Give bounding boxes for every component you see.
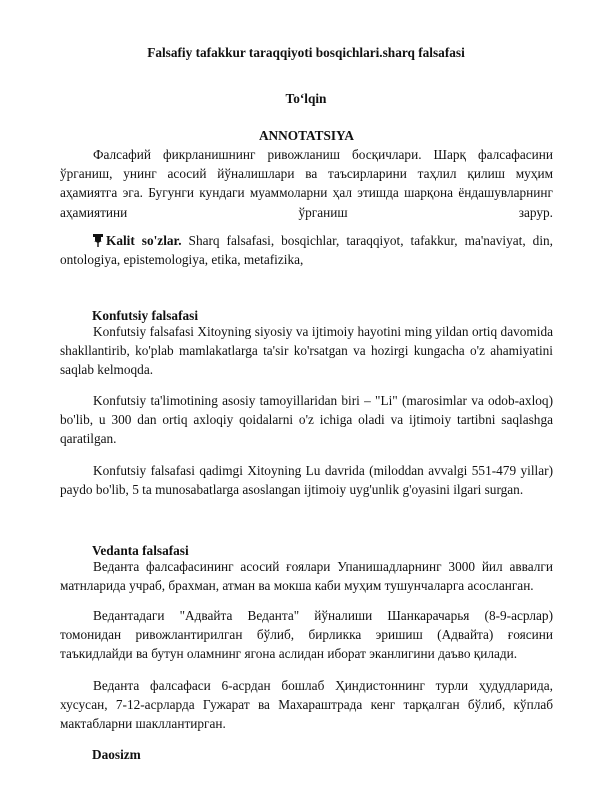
vedanta-paragraph-1: Веданта фалсафасининг асосий ғоялари Упанишадларнинг 3000 йил аввалги матнларида учраб, брахман, атман ва мокша каби муҳим тушунчаларга асосланган.	[60, 559, 553, 594]
section-heading-vedanta: Vedanta falsafasi	[92, 543, 189, 558]
keywords-label: Kalit so'zlar.	[106, 233, 182, 248]
keywords-text: Sharq falsafasi, bosqichlar, taraqqiyot, tafakkur, ma'naviyat, din, ontologiya, epistemologiya, etika, metafizika,	[60, 233, 553, 268]
keywords-paragraph	[60, 231, 553, 269]
document-title: Falsafiy tafakkur taraqqiyoti bosqichlari.sharq falsafasi	[147, 45, 465, 60]
konfutsiy-paragraph-3: Konfutsiy falsafasi qadimgi Xitoyning Lu davrida (miloddan avvalgi 551-479 yillar) paydo bo'lib, 5 ta munosabatlarga asoslangan ijtimoiy uyg'unlik g'oyasini ilgari surgan.	[60, 463, 553, 498]
annotation-text: Фалсафий фикрланишнинг ривожланиш босқичлари. Шарқ фалсафасини ўрганиш, унинг асосий йўналишлари ва таъсирларини таҳлил қилиш муҳим аҳамиятга эга. Бугунги кундаги муаммоларни ҳал этишда шарқона ёндашувларнинг	[60, 147, 553, 201]
author-name: To‘lqin	[285, 91, 327, 106]
konfutsiy-paragraph-1: Konfutsiy falsafasi Xitoyning siyosiy va ijtimoiy hayotini ming yildan ortiq davomida shakllantirib, ko'plab mamlakatlarga ta'sir ko'rsatgan va hozirgi kungacha o'z ahamiyatini saqlab kelmoqda.	[60, 324, 553, 378]
vedanta-paragraph-2: Ведантадаги "Адвайта Веданта" йўналиши Шанкарачарья (8-9-асрлар) томонидан ривожлантирилган бўлиб, бирликка эришиш (Адвайта) ғоясини таъкидлайди ва бутун оламнинг ягона аслидан иборат эканлигини даъво қилади.	[60, 608, 553, 662]
vedanta-paragraph-3: Веданта фалсафаси 6-асрдан бошлаб Ҳиндистоннинг турли ҳудудларида, хусусан, 7-12-асрларда Гужарат ва Махараштрада кенг тарқалган бўлиб, кўплаб мактабларни шакллантирган.	[60, 678, 553, 732]
pin-icon	[93, 234, 103, 247]
konfutsiy-paragraph-2: Konfutsiy ta'limotining asosiy tamoyillaridan biri – "Li" (marosimlar va odob-axloq) bo'lib, u 300 dan ortiq axloqiy qoidalarni o'z ichiga oladi va ijtimoiy tartibni saqlashga qaratilgan.	[60, 393, 553, 447]
section-heading-daosizm: Daosizm	[92, 747, 141, 762]
annotation-heading	[0, 128, 612, 144]
section-heading-konfutsiy: Konfutsiy falsafasi	[92, 308, 199, 323]
annotation-text-last-line: аҳамиятини ўрганиш зарур.	[60, 205, 553, 220]
annotation-heading-text: ANNOTATSIYA	[258, 128, 355, 143]
